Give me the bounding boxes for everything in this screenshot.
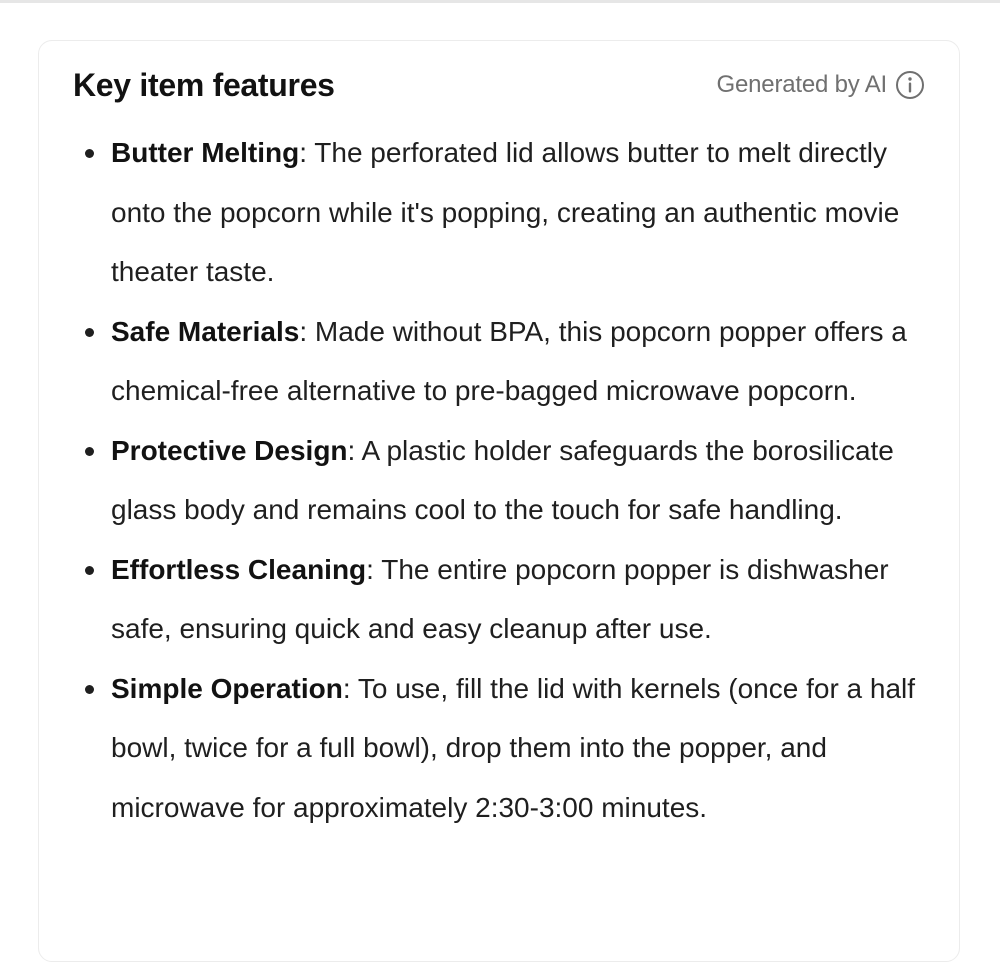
ai-disclosure[interactable]: [717, 70, 925, 100]
bullet-icon: [85, 566, 94, 575]
feature-item: [39, 302, 961, 421]
feature-separator: :: [342, 672, 351, 704]
feature-name: Butter Melting: [111, 137, 300, 168]
key-features-card: [38, 40, 960, 962]
feature-item: [39, 123, 961, 302]
bullet-icon: [85, 328, 94, 337]
feature-list: [39, 123, 961, 837]
feature-name: Protective Design: [111, 434, 348, 466]
card-title: Key item features: [73, 66, 335, 103]
bullet-icon: [85, 685, 94, 694]
feature-description: The perforated lid allows butter to melt directly onto the popcorn while it's popping, creating an authentic movie theater taste.: [111, 137, 900, 287]
top-divider: [0, 0, 1000, 3]
feature-item: [39, 540, 961, 659]
feature-description: The entire popcorn popper is dishwasher safe, ensuring quick and easy cleanup after use.: [111, 553, 889, 644]
feature-name: Effortless Cleaning: [111, 553, 367, 585]
feature-item: [39, 421, 961, 540]
feature-name: Safe Materials: [111, 315, 300, 347]
feature-separator: :: [347, 434, 356, 466]
feature-separator: :: [366, 553, 374, 585]
feature-description: Made without BPA, this popcorn popper offers a chemical-free alternative to pre-bagged microwave popcorn.: [111, 315, 907, 406]
bullet-icon: [85, 149, 94, 158]
bullet-icon: [85, 447, 94, 456]
info-circle-icon[interactable]: [895, 70, 925, 100]
feature-name: Simple Operation: [111, 672, 343, 704]
card-header: [73, 63, 925, 107]
generated-by-ai-label: Generated by AI: [716, 71, 887, 98]
feature-item: [39, 659, 961, 838]
feature-description: A plastic holder safeguards the borosilicate glass body and remains cool to the touch for safe handling.: [111, 434, 894, 525]
feature-separator: :: [299, 315, 308, 347]
feature-separator: :: [299, 137, 307, 168]
feature-description: To use, fill the lid with kernels (once for a half bowl, twice for a full bowl), drop them into the popper, and microwave for approximately 2:30-3:00 minutes.: [111, 672, 916, 823]
